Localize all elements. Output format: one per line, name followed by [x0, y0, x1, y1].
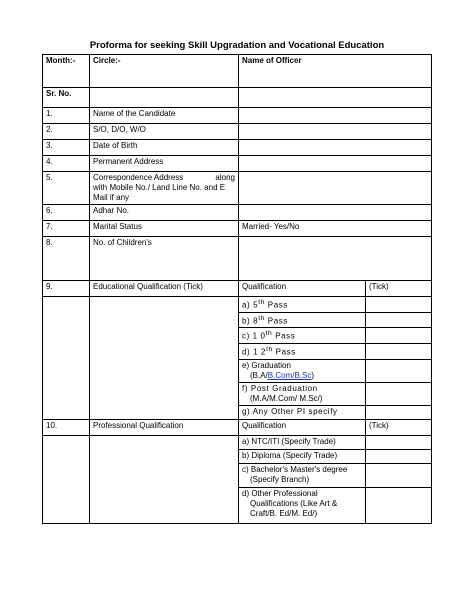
adhar-field[interactable]	[239, 205, 432, 221]
edu-option-post-graduation	[239, 382, 366, 405]
edu-option-10th: c) 1 0th Pass	[239, 328, 366, 344]
row-number: 7.	[43, 221, 90, 237]
row-label-part: Correspondence Address	[93, 173, 184, 182]
edu-option-other: g) Any Other PI specify	[239, 405, 366, 419]
tick-box[interactable]	[366, 359, 432, 382]
table-row	[43, 205, 432, 221]
sr-no-row	[43, 88, 432, 108]
row-number: 6.	[43, 205, 90, 221]
qualification-header: Qualification	[239, 281, 366, 297]
tick-box[interactable]	[366, 297, 432, 313]
row-label-part: along	[215, 173, 235, 182]
row-number: 10.	[43, 419, 90, 435]
empty-cell	[239, 88, 432, 108]
sr-no-label: Sr. No.	[43, 88, 90, 108]
row-label: Professional Qualification	[90, 419, 239, 435]
row-number: 2.	[43, 124, 90, 140]
table-row	[43, 172, 432, 205]
circle-label: Circle:-	[90, 55, 239, 88]
permanent-address-field[interactable]	[239, 156, 432, 172]
row-number: 8.	[43, 237, 90, 281]
officer-label: Name of Officer	[239, 55, 432, 88]
row-label: Permanent Address	[90, 156, 239, 172]
option-line: (M.A/M.Com/ M.Sc/)	[250, 393, 323, 403]
option-line: e) Graduation	[242, 360, 291, 370]
option-line: (Specify Branch)	[250, 474, 310, 484]
row-label: Marital Status	[90, 221, 239, 237]
marital-status-value[interactable]: Married- Yes/No	[239, 221, 432, 237]
row-label: Educational Qualification (Tick)	[90, 281, 239, 297]
row-number: 1.	[43, 108, 90, 124]
children-field[interactable]	[239, 237, 432, 281]
prof-option-diploma: b) Diploma (Specify Trade)	[239, 449, 366, 463]
name-field[interactable]	[239, 108, 432, 124]
table-row	[43, 156, 432, 172]
tick-box[interactable]	[366, 405, 432, 419]
tick-header: (Tick)	[366, 281, 432, 297]
row-label: Name of the Candidate	[90, 108, 239, 124]
table-row	[43, 281, 432, 297]
tick-box[interactable]	[366, 449, 432, 463]
tick-box[interactable]	[366, 382, 432, 405]
row-label-line	[93, 173, 235, 183]
option-line: (B.A/B.Com/B.Sc)	[250, 370, 315, 380]
table-row	[43, 237, 432, 281]
row-label: No. of Children's	[90, 237, 239, 281]
degree-link[interactable]: B.Com/B.Sc	[267, 370, 312, 380]
proforma-table	[42, 54, 432, 524]
row-label: Adhar No.	[90, 205, 239, 221]
correspondence-address-field[interactable]	[239, 172, 432, 205]
empty-cell	[43, 297, 90, 420]
edu-option-8th: b) 8th Pass	[239, 312, 366, 328]
prof-option-degree	[239, 463, 366, 487]
tick-box[interactable]	[366, 343, 432, 359]
empty-cell	[90, 297, 239, 420]
edu-option-row	[43, 297, 432, 313]
empty-cell	[43, 435, 90, 523]
empty-cell	[90, 88, 239, 108]
relation-field[interactable]	[239, 124, 432, 140]
dob-field[interactable]	[239, 140, 432, 156]
row-number: 4.	[43, 156, 90, 172]
edu-option-12th: d) 1 2th Pass	[239, 343, 366, 359]
row-number: 3.	[43, 140, 90, 156]
option-line: c) Bachelor's Master's degree	[242, 464, 348, 474]
table-row	[43, 108, 432, 124]
empty-cell	[90, 435, 239, 523]
header-row	[43, 55, 432, 88]
edu-option-graduation	[239, 359, 366, 382]
row-label: Date of Birth	[90, 140, 239, 156]
tick-box[interactable]	[366, 312, 432, 328]
row-label	[90, 172, 239, 205]
prof-option-iti: a) NTC/ITI (Specify Trade)	[239, 435, 366, 449]
tick-box[interactable]	[366, 463, 432, 487]
row-number: 5.	[43, 172, 90, 205]
tick-box[interactable]	[366, 487, 432, 523]
row-label: S/O, D/O, W/O	[90, 124, 239, 140]
row-number: 9.	[43, 281, 90, 297]
table-row	[43, 419, 432, 435]
qualification-header: Qualification	[239, 419, 366, 435]
table-row	[43, 221, 432, 237]
option-line: Qualifications (Like Art &	[250, 498, 338, 508]
table-row	[43, 140, 432, 156]
edu-option-5th: a) 5th Pass	[239, 297, 366, 313]
page-title: Proforma for seeking Skill Upgradation and Vocational Education	[89, 40, 385, 51]
option-line: Craft/B. Ed/M. Ed/)	[250, 508, 318, 518]
row-label-part: with Mobile No./ Land Line No. and E Mail if any	[93, 183, 226, 202]
option-line: d) Other Professional	[242, 488, 318, 498]
tick-header: (Tick)	[366, 419, 432, 435]
option-line: f) Post Graduation	[242, 383, 318, 393]
tick-box[interactable]	[366, 435, 432, 449]
table-row	[43, 124, 432, 140]
prof-option-other	[239, 487, 366, 523]
tick-box[interactable]	[366, 328, 432, 344]
month-label: Month:-	[43, 55, 90, 88]
prof-option-row	[43, 435, 432, 449]
